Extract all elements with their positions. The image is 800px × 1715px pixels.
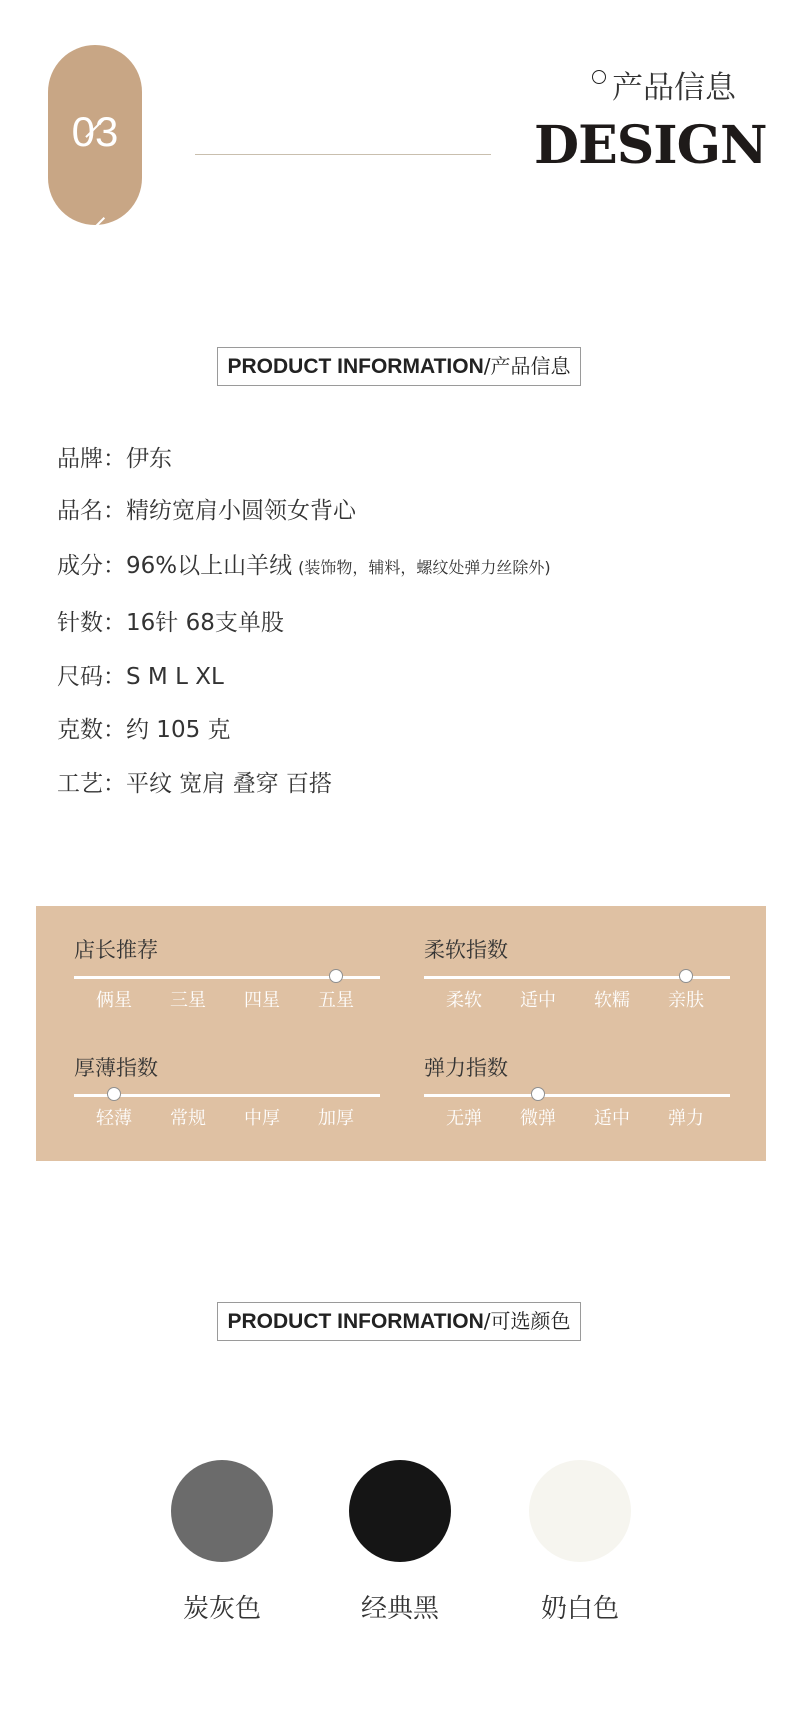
info-brand: 品牌：伊东 (57, 446, 172, 472)
header-divider-line (195, 154, 491, 155)
rating-level-label: 加厚 (318, 1108, 354, 1129)
color-name: 经典黑 (360, 1594, 439, 1624)
header-subtitle-text: 产品信息 (612, 70, 736, 106)
rating-title: 店长推荐 (74, 938, 158, 962)
rating-level-label: 适中 (520, 990, 556, 1011)
rating-widget (74, 1054, 380, 1134)
section-title-product-info (217, 347, 581, 386)
rating-title: 厚薄指数 (74, 1056, 158, 1080)
info-composition-note: (装饰物，辅料，螺纹处弹力丝除外) (298, 558, 551, 577)
info-product-name: 品名：精纺宽肩小圆领女背心 (57, 498, 356, 524)
info-craft: 工艺：平纹 宽肩 叠穿 百搭 (57, 771, 332, 797)
rating-level-label: 常规 (170, 1108, 206, 1129)
rating-title: 弹力指数 (424, 1056, 508, 1080)
rating-level-label: 弹力 (668, 1108, 704, 1129)
header-subtitle (592, 66, 748, 108)
rating-slider-knob (107, 1087, 121, 1101)
section-title-colors (217, 1302, 581, 1341)
rating-level-label: 三星 (170, 990, 206, 1011)
color-name: 奶白色 (540, 1594, 619, 1624)
rating-widget (424, 936, 730, 1016)
section-title-cn: /产品信息 (483, 354, 571, 378)
info-composition-text: 成分：96%以上山羊绒 (57, 553, 293, 579)
section-title-en: PRODUCT INFORMATION (227, 355, 484, 378)
rating-slider-knob (679, 969, 693, 983)
rating-slider-track (424, 1094, 730, 1097)
section-title-cn: /可选颜色 (483, 1309, 571, 1333)
info-sizes: 尺码：S M L XL (57, 664, 224, 690)
rating-level-label: 俩星 (96, 990, 132, 1011)
color-swatch (171, 1460, 273, 1562)
rating-level-label: 四星 (244, 990, 280, 1011)
color-swatch (349, 1460, 451, 1562)
info-composition (57, 550, 551, 584)
color-swatch (529, 1460, 631, 1562)
rating-level-label: 适中 (594, 1108, 630, 1129)
color-name: 炭灰色 (182, 1594, 261, 1624)
rating-slider-knob (531, 1087, 545, 1101)
rating-widget (424, 1054, 730, 1134)
rating-level-label: 软糯 (594, 990, 630, 1011)
rating-level-label: 轻薄 (96, 1108, 132, 1129)
rating-level-label: 微弹 (520, 1108, 556, 1129)
circle-icon (592, 70, 606, 84)
rating-title: 柔软指数 (424, 938, 508, 962)
info-weight: 克数：约 105 克 (57, 717, 231, 743)
rating-slider-knob (329, 969, 343, 983)
rating-panel (36, 906, 766, 1161)
rating-level-label: 无弹 (446, 1108, 482, 1129)
rating-level-label: 五星 (318, 990, 354, 1011)
section-number-badge (48, 45, 142, 225)
rating-level-label: 中厚 (244, 1108, 280, 1129)
rating-widget (74, 936, 380, 1016)
section-number: 03 (71, 108, 119, 155)
section-title-en: PRODUCT INFORMATION (227, 1310, 484, 1333)
rating-level-label: 柔软 (446, 990, 482, 1011)
rating-level-label: 亲肤 (668, 990, 704, 1011)
header-title: DESIGN (534, 115, 767, 176)
slash-decoration (85, 217, 104, 236)
info-gauge: 针数：16针 68支单股 (57, 610, 284, 636)
